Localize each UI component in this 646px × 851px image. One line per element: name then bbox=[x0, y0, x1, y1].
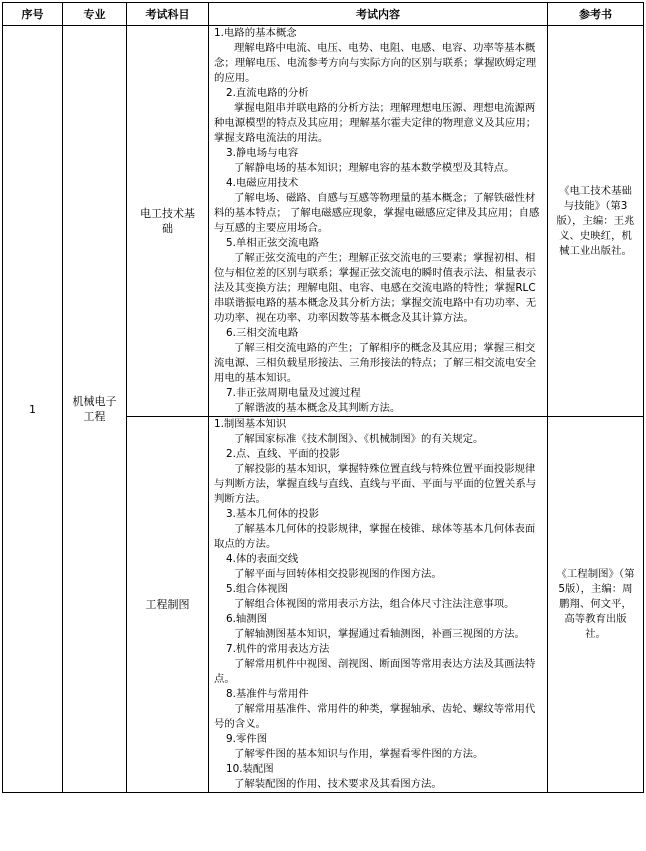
syllabus-item-desc: 了解平面与回转体相交投影视图的作图方法。 bbox=[234, 568, 442, 580]
subject-cell bbox=[127, 26, 209, 417]
syllabus-item-title: 7.机件的常用表达方法 bbox=[226, 643, 330, 655]
syllabus-item-desc: 了解静电场的基本知识；理解电容的基本数学模型及其特点。 bbox=[234, 162, 515, 174]
syllabus-item-title: 2.点、直线、平面的投影 bbox=[226, 448, 340, 460]
syllabus-item-desc: 了解投影的基本知识，掌握特殊位置直线与特殊位置平面投影规律与判断方法，掌握直线与直线、直线与平面、平面与平面的位置关系与判断方法。 bbox=[214, 463, 537, 505]
content-cell bbox=[209, 417, 548, 793]
syllabus-item-desc: 了解组合体视图的常用表示方法，组合体尺寸注法注意事项。 bbox=[234, 598, 515, 610]
syllabus-item-title: 9.零件图 bbox=[226, 733, 268, 745]
syllabus-item-desc: 掌握电阻串并联电路的分析方法；理解理想电压源、理想电流源两种电源模型的特点及其应用；理解基尔霍夫定律的物理意义及其应用；掌握支路电流法的用法。 bbox=[214, 102, 537, 144]
content-cell bbox=[209, 26, 548, 417]
subject-name: 工程制图 bbox=[145, 598, 190, 611]
header-content: 考试内容 bbox=[209, 3, 548, 26]
content-list bbox=[214, 417, 543, 792]
major-name: 机械电子工程 bbox=[72, 395, 117, 423]
syllabus-item-desc: 了解常用机件中视图、剖视图、断面图等常用表达方法及其画法特点。 bbox=[214, 658, 536, 685]
header-book: 参考书 bbox=[548, 3, 644, 26]
syllabus-item-desc: 了解国家标准《技术制图》、《机械制图》的有关规定。 bbox=[234, 433, 484, 445]
syllabus-item-title: 7.非正弦周期电量及过渡过程 bbox=[226, 387, 361, 399]
syllabus-item-desc: 了解谐波的基本概念及其判断方法。 bbox=[234, 402, 401, 414]
syllabus-item-title: 10.装配图 bbox=[226, 763, 274, 775]
syllabus-item-title: 1.电路的基本概念 bbox=[214, 27, 297, 39]
syllabus-item-desc: 了解装配图的作用、技术要求及其看图方法。 bbox=[234, 778, 442, 790]
subject-cell bbox=[127, 417, 209, 793]
syllabus-item-title: 3.基本几何体的投影 bbox=[226, 508, 320, 520]
book-cell: 《工程制图》（第5版），主编：周鹏翔、何文平，高等教育出版社。 bbox=[548, 417, 644, 793]
header-major: 专业 bbox=[63, 3, 127, 26]
header-no: 序号 bbox=[3, 3, 63, 26]
syllabus-item-title: 2.直流电路的分析 bbox=[226, 87, 309, 99]
syllabus-item-desc: 了解轴测图基本知识，掌握通过看轴测图，补画三视图的方法。 bbox=[234, 628, 525, 640]
major-cell bbox=[63, 26, 127, 793]
book-cell: 《电工技术基础与技能》（第3版），主编：王兆义、史映红，机械工业出版社。 bbox=[548, 26, 644, 417]
syllabus-item-desc: 了解常用基准件、常用件的种类，掌握轴承、齿轮、螺纹等常用代号的含义。 bbox=[214, 703, 536, 730]
syllabus-item-title: 6.轴测图 bbox=[226, 613, 268, 625]
syllabus-item-title: 1.制图基本知识 bbox=[214, 418, 287, 430]
syllabus-item-title: 3.静电场与电容 bbox=[226, 147, 299, 159]
syllabus-item-desc: 了解正弦交流电的产生；理解正弦交流电的三要素；掌握初相、相位与相位差的区别与联系；掌握正弦交流电的瞬时值表示法、相量表示法及其变换方法；理解电阻、电容、电感在交流电路的特性；掌握RLC串联谐振电路的基本概念及其分析方法；掌握交流电路中有功功率、无功功率、视在功率、功率因数等基本概念及其计算方法。 bbox=[214, 252, 537, 324]
syllabus-item-desc: 了解基本几何体的投影规律，掌握在棱锥、球体等基本几何体表面取点的方法。 bbox=[214, 523, 536, 550]
exam-syllabus-table bbox=[2, 2, 644, 793]
header-subject: 考试科目 bbox=[127, 3, 209, 26]
syllabus-item-desc: 了解三相交流电路的产生；了解相序的概念及其应用；掌握三相交流电源、三相负载星形接法、三角形接法的特点；了解三相交流电安全用电的基本知识。 bbox=[214, 342, 537, 384]
syllabus-item-title: 4.电磁应用技术 bbox=[226, 177, 299, 189]
syllabus-item-title: 4.体的表面交线 bbox=[226, 553, 299, 565]
table-row bbox=[3, 26, 644, 417]
syllabus-item-title: 5.组合体视图 bbox=[226, 583, 288, 595]
header-row bbox=[3, 3, 644, 26]
subject-name: 电工技术基础 bbox=[140, 207, 195, 235]
syllabus-item-title: 6.三相交流电路 bbox=[226, 327, 299, 339]
syllabus-item-title: 5.单相正弦交流电路 bbox=[226, 237, 320, 249]
syllabus-item-desc: 了解零件图的基本知识与作用，掌握看零件图的方法。 bbox=[234, 748, 484, 760]
syllabus-item-title: 8.基准件与常用件 bbox=[226, 688, 309, 700]
row-number: 1 bbox=[3, 26, 63, 793]
content-list bbox=[214, 26, 543, 416]
syllabus-item-desc: 理解电路中电流、电压、电势、电阻、电感、电容、功率等基本概念；理解电压、电流参考方向与实际方向的区别与联系；掌握欧姆定理的应用。 bbox=[214, 42, 537, 84]
syllabus-item-desc: 了解电场、磁路、自感与互感等物理量的基本概念；了解铁磁性材料的基本特点； 了解电磁感应现象，掌握电磁感应定律及其应用；自感与互感的主要应用场合。 bbox=[214, 192, 540, 234]
